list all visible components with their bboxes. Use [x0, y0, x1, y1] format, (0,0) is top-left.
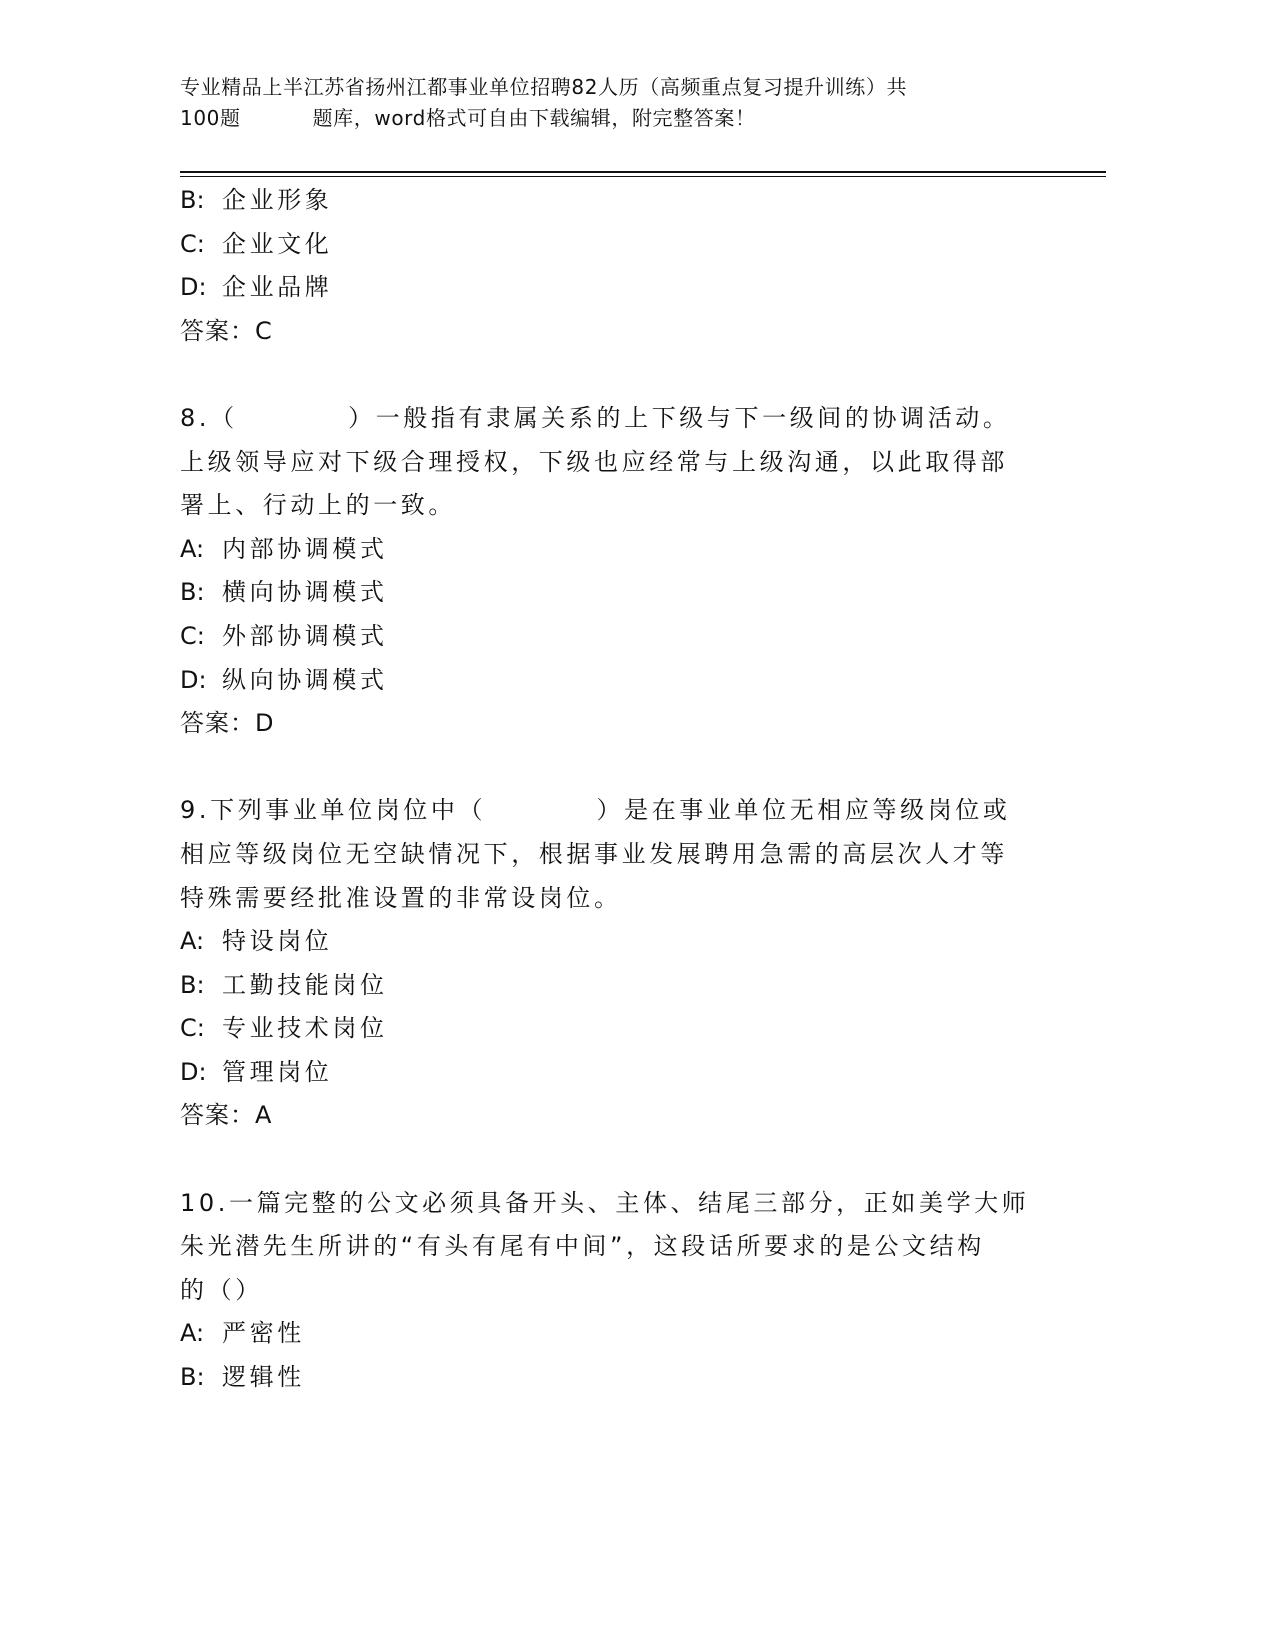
header-line-1: 专业精品上半江苏省扬州江都事业单位招聘82人历（高频重点复习提升训练）共: [180, 75, 908, 99]
answer: 答案：A: [180, 1101, 273, 1130]
header-count: 100题: [180, 106, 241, 130]
option-label: C:: [180, 621, 205, 650]
option-a: [180, 528, 1040, 572]
option-text: 企业文化: [222, 229, 333, 258]
option-label: A:: [180, 534, 205, 563]
option-text: 内部协调模式: [222, 534, 388, 563]
option-label: D:: [180, 665, 207, 694]
option-text: 横向协调模式: [222, 578, 388, 607]
option-c: [180, 1007, 1040, 1051]
header-desc: 题库，word格式可自由下载编辑，附完整答案！: [312, 106, 756, 130]
option-text: 严密性: [222, 1319, 305, 1348]
header-line-2: [180, 103, 1040, 134]
option-b: [180, 571, 1040, 615]
option-label: A:: [180, 927, 205, 956]
question-stem: 10.一篇完整的公文必须具备开头、主体、结尾三部分，正如美学大师: [180, 1188, 1030, 1217]
option-label: D:: [180, 273, 207, 302]
question-10: [180, 1182, 1040, 1400]
option-b: [180, 1356, 1040, 1400]
option-text: 纵向协调模式: [222, 665, 388, 694]
option-d: [180, 659, 1040, 703]
option-c: [180, 615, 1040, 659]
option-c: [180, 223, 1040, 267]
question-stem: 署上、行动上的一致。: [180, 491, 456, 520]
option-label: C:: [180, 229, 205, 258]
option-a: [180, 1312, 1040, 1356]
option-text: 工勤技能岗位: [222, 970, 388, 999]
header-rule-thick: [180, 171, 1106, 173]
option-label: A:: [180, 1319, 205, 1348]
question-8: [180, 397, 1040, 746]
answer: 答案：D: [180, 709, 275, 738]
question-stem: 朱光潜先生所讲的“有头有尾有中间”，这段话所要求的是公文结构: [180, 1232, 985, 1261]
option-label: B:: [180, 186, 205, 214]
option-label: B:: [180, 970, 205, 999]
question-stem: 9.下列事业单位岗位中（ ）是在事业单位无相应等级岗位或: [180, 796, 1011, 825]
option-b: [180, 964, 1040, 1008]
question-9: [180, 789, 1040, 1138]
option-text: 逻辑性: [222, 1363, 305, 1392]
option-label: B:: [180, 1363, 205, 1392]
option-text: 企业品牌: [222, 273, 333, 302]
question-stem: 上级领导应对下级合理授权，下级也应经常与上级沟通，以此取得部: [180, 447, 1008, 476]
question-content: [180, 179, 1040, 1400]
header-rule-thin: [180, 176, 1106, 177]
option-d: [180, 266, 1040, 310]
option-text: 特设岗位: [222, 927, 333, 956]
option-d: [180, 1051, 1040, 1095]
question-stem: 的（）: [180, 1275, 263, 1304]
question-stem: 特殊需要经批准设置的非常设岗位。: [180, 883, 622, 912]
option-text: 企业形象: [222, 186, 333, 214]
option-label: B:: [180, 578, 205, 607]
question-stem: 8.（ ）一般指有隶属关系的上下级与下一级间的协调活动。: [180, 403, 1011, 432]
question-stem: 相应等级岗位无空缺情况下，根据事业发展聘用急需的高层次人才等: [180, 839, 1008, 868]
document-header: [180, 72, 1040, 134]
option-text: 管理岗位: [222, 1057, 333, 1086]
option-a: [180, 920, 1040, 964]
option-label: C:: [180, 1014, 205, 1043]
answer: 答案：C: [180, 316, 273, 345]
option-b: [180, 179, 1040, 223]
option-label: D:: [180, 1057, 207, 1086]
question-7: [180, 179, 1040, 353]
option-text: 外部协调模式: [222, 621, 388, 650]
option-text: 专业技术岗位: [222, 1014, 388, 1043]
